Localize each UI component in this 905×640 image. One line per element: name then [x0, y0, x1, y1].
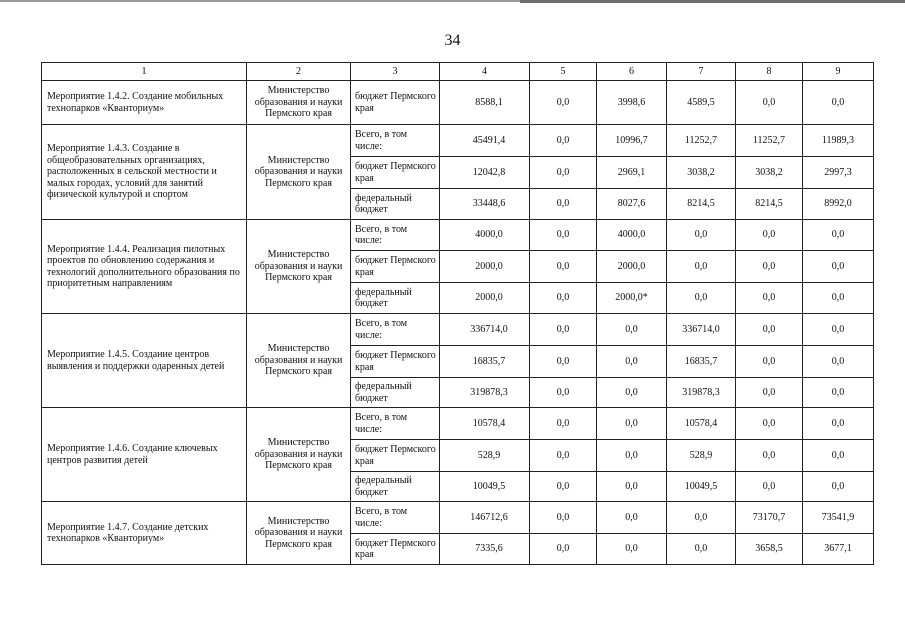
- amount-cell: 2000,0: [597, 251, 667, 283]
- funding-source-cell: бюджет Пермского края: [351, 346, 440, 378]
- funding-source-cell: бюджет Пермского края: [351, 440, 440, 472]
- amount-cell: 10996,7: [597, 125, 667, 157]
- column-header: 7: [667, 63, 736, 81]
- amount-cell: 0,0: [736, 346, 803, 378]
- amount-cell: 0,0: [736, 283, 803, 314]
- amount-cell: 10578,4: [667, 408, 736, 440]
- amount-cell: 45491,4: [440, 125, 530, 157]
- amount-cell: 11989,3: [803, 125, 874, 157]
- funding-source-cell: Всего, в том числе:: [351, 502, 440, 534]
- amount-cell: 0,0: [530, 81, 597, 125]
- amount-cell: 0,0: [736, 378, 803, 408]
- amount-cell: 0,0: [803, 81, 874, 125]
- amount-cell: 2969,1: [597, 157, 667, 189]
- amount-cell: 3658,5: [736, 534, 803, 565]
- amount-cell: 0,0: [530, 534, 597, 565]
- amount-cell: 10578,4: [440, 408, 530, 440]
- amount-cell: 528,9: [667, 440, 736, 472]
- amount-cell: 0,0: [803, 251, 874, 283]
- funding-source-cell: Всего, в том числе:: [351, 314, 440, 346]
- amount-cell: 0,0: [736, 408, 803, 440]
- amount-cell: 336714,0: [440, 314, 530, 346]
- funding-source-cell: бюджет Пермского края: [351, 81, 440, 125]
- amount-cell: 0,0: [803, 440, 874, 472]
- column-header: 2: [247, 63, 351, 81]
- amount-cell: 0,0: [803, 346, 874, 378]
- amount-cell: 0,0: [597, 472, 667, 502]
- amount-cell: 0,0: [530, 314, 597, 346]
- column-header: 3: [351, 63, 440, 81]
- measure-name-cell: Мероприятие 1.4.7. Создание детских технопарков «Кванториум»: [42, 502, 247, 565]
- amount-cell: 0,0: [530, 189, 597, 220]
- column-header: 6: [597, 63, 667, 81]
- amount-cell: 528,9: [440, 440, 530, 472]
- amount-cell: 0,0: [736, 472, 803, 502]
- top-edge-rule-dark: [520, 0, 905, 3]
- funding-source-cell: Всего, в том числе:: [351, 220, 440, 251]
- amount-cell: 0,0: [736, 81, 803, 125]
- amount-cell: 2997,3: [803, 157, 874, 189]
- funding-source-cell: федеральный бюджет: [351, 283, 440, 314]
- amount-cell: 3038,2: [667, 157, 736, 189]
- measure-name-cell: Мероприятие 1.4.6. Создание ключевых центров развития детей: [42, 408, 247, 502]
- amount-cell: 33448,6: [440, 189, 530, 220]
- amount-cell: 0,0: [803, 378, 874, 408]
- amount-cell: 0,0: [667, 251, 736, 283]
- amount-cell: 0,0: [530, 346, 597, 378]
- amount-cell: 8027,6: [597, 189, 667, 220]
- amount-cell: 73541,9: [803, 502, 874, 534]
- column-header: 9: [803, 63, 874, 81]
- amount-cell: 0,0: [530, 220, 597, 251]
- funding-source-cell: федеральный бюджет: [351, 378, 440, 408]
- amount-cell: 8214,5: [667, 189, 736, 220]
- table-row: [42, 314, 874, 346]
- amount-cell: 0,0: [530, 157, 597, 189]
- amount-cell: 2000,0*: [597, 283, 667, 314]
- amount-cell: 73170,7: [736, 502, 803, 534]
- column-header-row: [42, 63, 874, 81]
- executor-cell: Министерство образования и науки Пермского края: [247, 314, 351, 408]
- table-row: [42, 125, 874, 157]
- amount-cell: 0,0: [667, 534, 736, 565]
- amount-cell: 0,0: [530, 251, 597, 283]
- funding-source-cell: Всего, в том числе:: [351, 408, 440, 440]
- amount-cell: 10049,5: [667, 472, 736, 502]
- column-header: 4: [440, 63, 530, 81]
- amount-cell: 12042,8: [440, 157, 530, 189]
- amount-cell: 2000,0: [440, 283, 530, 314]
- amount-cell: 16835,7: [440, 346, 530, 378]
- column-header: 1: [42, 63, 247, 81]
- amount-cell: 0,0: [803, 314, 874, 346]
- amount-cell: 4589,5: [667, 81, 736, 125]
- amount-cell: 0,0: [667, 502, 736, 534]
- amount-cell: 0,0: [803, 283, 874, 314]
- amount-cell: 3038,2: [736, 157, 803, 189]
- amount-cell: 3998,6: [597, 81, 667, 125]
- amount-cell: 11252,7: [667, 125, 736, 157]
- amount-cell: 16835,7: [667, 346, 736, 378]
- amount-cell: 336714,0: [667, 314, 736, 346]
- amount-cell: 4000,0: [440, 220, 530, 251]
- amount-cell: 0,0: [597, 502, 667, 534]
- amount-cell: 8588,1: [440, 81, 530, 125]
- funding-source-cell: бюджет Пермского края: [351, 534, 440, 565]
- amount-cell: 0,0: [736, 314, 803, 346]
- funding-source-cell: бюджет Пермского края: [351, 157, 440, 189]
- amount-cell: 4000,0: [597, 220, 667, 251]
- amount-cell: 0,0: [597, 408, 667, 440]
- amount-cell: 0,0: [736, 251, 803, 283]
- amount-cell: 146712,6: [440, 502, 530, 534]
- funding-source-cell: федеральный бюджет: [351, 189, 440, 220]
- amount-cell: 0,0: [530, 502, 597, 534]
- executor-cell: Министерство образования и науки Пермского края: [247, 220, 351, 314]
- table-row: [42, 220, 874, 251]
- measure-name-cell: Мероприятие 1.4.2. Создание мобильных технопарков «Кванториум»: [42, 81, 247, 125]
- amount-cell: 7335,6: [440, 534, 530, 565]
- executor-cell: Министерство образования и науки Пермского края: [247, 408, 351, 502]
- amount-cell: 0,0: [530, 125, 597, 157]
- funding-source-cell: бюджет Пермского края: [351, 251, 440, 283]
- amount-cell: 0,0: [736, 440, 803, 472]
- executor-cell: Министерство образования и науки Пермского края: [247, 81, 351, 125]
- amount-cell: 0,0: [597, 440, 667, 472]
- funding-source-cell: федеральный бюджет: [351, 472, 440, 502]
- amount-cell: 0,0: [530, 408, 597, 440]
- amount-cell: 0,0: [530, 283, 597, 314]
- page-number: 34: [444, 32, 461, 49]
- executor-cell: Министерство образования и науки Пермского края: [247, 125, 351, 220]
- funding-source-cell: Всего, в том числе:: [351, 125, 440, 157]
- amount-cell: 0,0: [736, 220, 803, 251]
- amount-cell: 3677,1: [803, 534, 874, 565]
- amount-cell: 0,0: [803, 472, 874, 502]
- amount-cell: 0,0: [667, 220, 736, 251]
- table-row: [42, 81, 874, 125]
- amount-cell: 0,0: [597, 314, 667, 346]
- amount-cell: 0,0: [597, 346, 667, 378]
- amount-cell: 0,0: [530, 440, 597, 472]
- column-header: 8: [736, 63, 803, 81]
- amount-cell: 319878,3: [440, 378, 530, 408]
- table-row: [42, 502, 874, 534]
- table-row: [42, 408, 874, 440]
- amount-cell: 0,0: [597, 378, 667, 408]
- amount-cell: 8992,0: [803, 189, 874, 220]
- executor-cell: Министерство образования и науки Пермского края: [247, 502, 351, 565]
- amount-cell: 0,0: [803, 220, 874, 251]
- amount-cell: 11252,7: [736, 125, 803, 157]
- amount-cell: 0,0: [597, 534, 667, 565]
- measure-name-cell: Мероприятие 1.4.4. Реализация пилотных проектов по обновлению содержания и технологий дополнительного образования по приоритетным направлениям: [42, 220, 247, 314]
- measure-name-cell: Мероприятие 1.4.3. Создание в общеобразовательных организациях, расположенных в сельской местности и малых городах, условий для занятий физической культурой и спортом: [42, 125, 247, 220]
- column-header: 5: [530, 63, 597, 81]
- measure-name-cell: Мероприятие 1.4.5. Создание центров выявления и поддержки одаренных детей: [42, 314, 247, 408]
- amount-cell: 0,0: [530, 378, 597, 408]
- amount-cell: 319878,3: [667, 378, 736, 408]
- amount-cell: 10049,5: [440, 472, 530, 502]
- amount-cell: 0,0: [803, 408, 874, 440]
- amount-cell: 2000,0: [440, 251, 530, 283]
- budget-table: [41, 62, 874, 565]
- amount-cell: 0,0: [667, 283, 736, 314]
- amount-cell: 8214,5: [736, 189, 803, 220]
- amount-cell: 0,0: [530, 472, 597, 502]
